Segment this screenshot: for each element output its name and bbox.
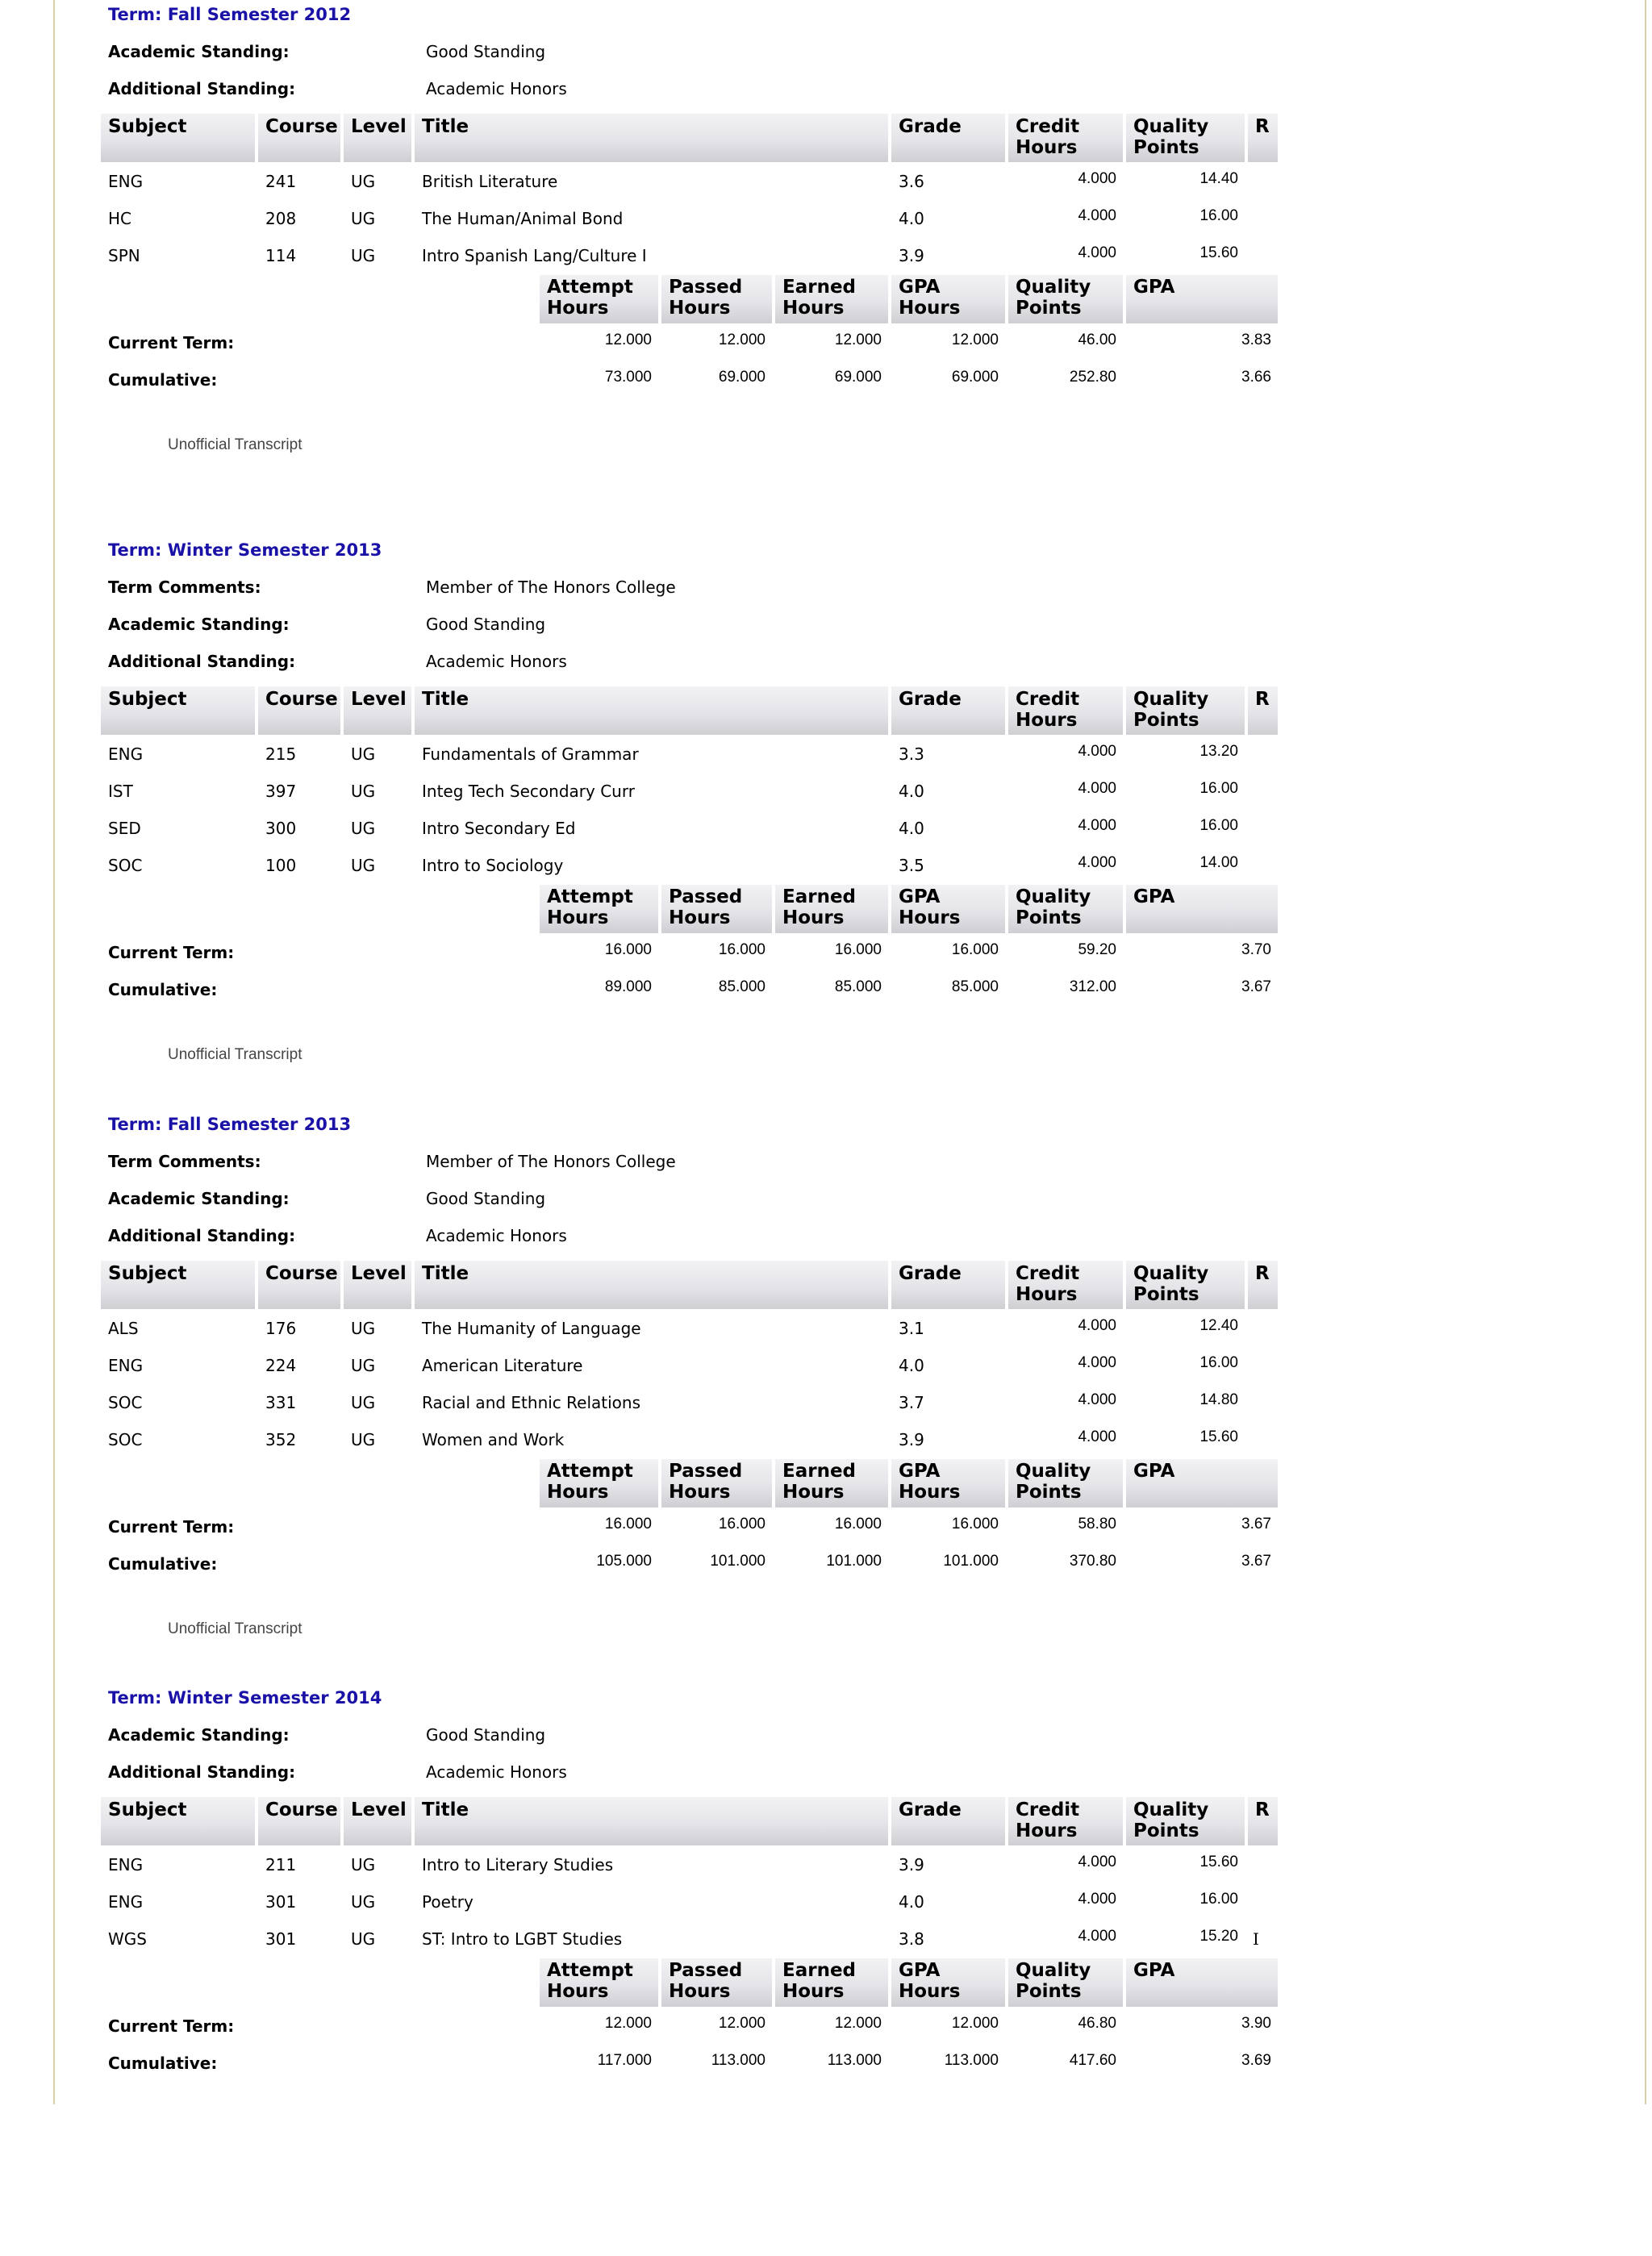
course-grade: 4.0	[899, 1356, 924, 1375]
cumulative-attempt-hours: 89.000	[604, 978, 652, 995]
course-level: UG	[351, 1855, 376, 1874]
course-number: 176	[265, 1319, 297, 1338]
term-comments-label: Term Comments:	[108, 1152, 261, 1171]
header-earned-hours: Earned Hours	[775, 1958, 888, 2007]
header-grade: Grade	[891, 114, 1005, 162]
header-level: Level	[344, 1261, 411, 1309]
header-subject: Subject	[101, 114, 255, 162]
course-number: 241	[265, 172, 297, 191]
course-quality-points: 15.20	[1199, 1928, 1238, 1945]
academic-standing-value: Good Standing	[426, 1189, 546, 1208]
course-title: Women and Work	[422, 1430, 565, 1449]
academic-standing-label: Academic Standing:	[108, 615, 290, 634]
cumulative-quality-points: 417.60	[1069, 2052, 1116, 2069]
course-grade: 4.0	[899, 819, 924, 838]
current-gpa-hours: 12.000	[951, 332, 999, 348]
course-number: 208	[265, 209, 297, 228]
cumulative-quality-points: 370.80	[1069, 1553, 1116, 1570]
header-gpa: GPA	[1126, 1459, 1278, 1507]
header-grade: Grade	[891, 686, 1005, 735]
course-quality-points: 14.00	[1199, 854, 1238, 871]
header-title: Title	[415, 686, 888, 735]
additional-standing-value: Academic Honors	[426, 652, 567, 671]
course-subject: SED	[108, 819, 141, 838]
course-subject: HC	[108, 209, 132, 228]
academic-standing-label: Academic Standing:	[108, 1189, 290, 1208]
course-quality-points: 14.80	[1199, 1391, 1238, 1408]
cumulative-passed-hours: 101.000	[710, 1553, 766, 1570]
header-attempt-hours: Attempt Hours	[540, 275, 658, 323]
header-quality-points: Quality Points	[1126, 1261, 1245, 1309]
page-border-left	[53, 0, 55, 2104]
unofficial-transcript-note: Unofficial Transcript	[168, 436, 302, 453]
course-level: UG	[351, 782, 376, 801]
course-quality-points: 14.40	[1199, 170, 1238, 187]
cumulative-attempt-hours: 105.000	[596, 1553, 652, 1570]
header-gpa: GPA	[1126, 275, 1278, 323]
course-grade: 3.3	[899, 744, 924, 764]
page-border-right	[1645, 0, 1646, 2104]
unofficial-transcript-note: Unofficial Transcript	[168, 1046, 302, 1063]
course-level: UG	[351, 1319, 376, 1338]
header-r: R	[1248, 1261, 1278, 1309]
course-number: 352	[265, 1430, 297, 1449]
header-attempt-hours: Attempt Hours	[540, 1958, 658, 2007]
course-grade: 3.5	[899, 856, 924, 875]
header-grade: Grade	[891, 1261, 1005, 1309]
course-subject: ENG	[108, 1892, 144, 1912]
header-subject: Subject	[101, 686, 255, 735]
course-grade: 3.6	[899, 172, 924, 191]
course-subject: ENG	[108, 1356, 144, 1375]
header-credit-hours: Credit Hours	[1008, 1261, 1123, 1309]
cumulative-quality-points: 252.80	[1069, 369, 1116, 386]
course-quality-points: 16.00	[1199, 207, 1238, 224]
course-number: 114	[265, 246, 297, 265]
header-total-quality-points: Quality Points	[1008, 275, 1123, 323]
cumulative-gpa: 3.67	[1241, 1553, 1271, 1570]
course-credit-hours: 4.000	[1078, 1854, 1116, 1870]
course-grade: 4.0	[899, 1892, 924, 1912]
current-term-label: Current Term:	[108, 943, 235, 962]
course-title: Intro to Sociology	[422, 856, 564, 875]
current-gpa-hours: 16.000	[951, 941, 999, 958]
cumulative-passed-hours: 69.000	[718, 369, 766, 386]
cumulative-label: Cumulative:	[108, 2054, 218, 2073]
header-title: Title	[415, 1797, 888, 1845]
course-title: Fundamentals of Grammar	[422, 744, 639, 764]
academic-standing-label: Academic Standing:	[108, 42, 290, 61]
course-credit-hours: 4.000	[1078, 170, 1116, 187]
course-grade: 3.9	[899, 1855, 924, 1874]
header-level: Level	[344, 1797, 411, 1845]
current-term-label: Current Term:	[108, 2016, 235, 2036]
cumulative-gpa-hours: 85.000	[951, 978, 999, 995]
course-credit-hours: 4.000	[1078, 817, 1116, 834]
header-quality-points: Quality Points	[1126, 114, 1245, 162]
course-title: The Human/Animal Bond	[422, 209, 624, 228]
header-passed-hours: Passed Hours	[661, 885, 772, 933]
course-level: UG	[351, 172, 376, 191]
header-quality-points: Quality Points	[1126, 1797, 1245, 1845]
cumulative-label: Cumulative:	[108, 1554, 218, 1574]
cumulative-gpa-hours: 101.000	[943, 1553, 999, 1570]
term-comments-label: Term Comments:	[108, 578, 261, 597]
header-gpa-hours: GPA Hours	[891, 885, 1005, 933]
course-title: British Literature	[422, 172, 558, 191]
course-quality-points: 16.00	[1199, 1891, 1238, 1908]
course-quality-points: 16.00	[1199, 780, 1238, 797]
course-credit-hours: 4.000	[1078, 743, 1116, 760]
term-comments-value: Member of The Honors College	[426, 1152, 676, 1171]
current-term-label: Current Term:	[108, 1517, 235, 1537]
term-section	[101, 1683, 1279, 2256]
course-title: American Literature	[422, 1356, 583, 1375]
additional-standing-value: Academic Honors	[426, 79, 567, 98]
header-level: Level	[344, 114, 411, 162]
course-grade: 3.8	[899, 1929, 924, 1949]
current-earned-hours: 12.000	[834, 2015, 882, 2032]
term-title: Term: Winter Semester 2014	[108, 1688, 382, 1708]
header-total-quality-points: Quality Points	[1008, 1459, 1123, 1507]
course-subject: WGS	[108, 1929, 147, 1949]
course-repeat-flag: I	[1253, 1929, 1259, 1949]
course-number: 301	[265, 1892, 297, 1912]
academic-standing-value: Good Standing	[426, 615, 546, 634]
current-gpa: 3.70	[1241, 941, 1271, 958]
additional-standing-label: Additional Standing:	[108, 1226, 296, 1245]
course-subject: ENG	[108, 744, 144, 764]
current-passed-hours: 12.000	[718, 332, 766, 348]
header-earned-hours: Earned Hours	[775, 275, 888, 323]
term-comments-value: Member of The Honors College	[426, 578, 676, 597]
course-grade: 3.9	[899, 1430, 924, 1449]
course-quality-points: 15.60	[1199, 1428, 1238, 1445]
current-passed-hours: 16.000	[718, 941, 766, 958]
course-grade: 3.7	[899, 1393, 924, 1412]
cumulative-passed-hours: 113.000	[711, 2052, 766, 2069]
current-attempt-hours: 12.000	[604, 332, 652, 348]
course-title: Integ Tech Secondary Curr	[422, 782, 635, 801]
header-r: R	[1248, 1797, 1278, 1845]
course-quality-points: 16.00	[1199, 1354, 1238, 1371]
cumulative-passed-hours: 85.000	[718, 978, 766, 995]
header-quality-points: Quality Points	[1126, 686, 1245, 735]
additional-standing-value: Academic Honors	[426, 1762, 567, 1782]
current-gpa-hours: 16.000	[951, 1516, 999, 1532]
course-number: 100	[265, 856, 297, 875]
current-quality-points: 46.00	[1078, 332, 1116, 348]
course-number: 300	[265, 819, 297, 838]
course-number: 397	[265, 782, 297, 801]
cumulative-quality-points: 312.00	[1069, 978, 1116, 995]
course-number: 224	[265, 1356, 297, 1375]
current-quality-points: 59.20	[1078, 941, 1116, 958]
course-level: UG	[351, 1430, 376, 1449]
current-quality-points: 46.80	[1078, 2015, 1116, 2032]
cumulative-earned-hours: 69.000	[834, 369, 882, 386]
header-earned-hours: Earned Hours	[775, 1459, 888, 1507]
header-title: Title	[415, 1261, 888, 1309]
header-r: R	[1248, 114, 1278, 162]
cumulative-gpa-hours: 69.000	[951, 369, 999, 386]
cumulative-gpa: 3.69	[1241, 2052, 1271, 2069]
course-level: UG	[351, 209, 376, 228]
course-quality-points: 13.20	[1199, 743, 1238, 760]
course-title: Intro Secondary Ed	[422, 819, 576, 838]
current-earned-hours: 16.000	[834, 1516, 882, 1532]
cumulative-label: Cumulative:	[108, 980, 218, 999]
course-grade: 4.0	[899, 782, 924, 801]
cumulative-gpa: 3.67	[1241, 978, 1271, 995]
course-credit-hours: 4.000	[1078, 1928, 1116, 1945]
header-attempt-hours: Attempt Hours	[540, 885, 658, 933]
course-credit-hours: 4.000	[1078, 854, 1116, 871]
course-title: Intro to Literary Studies	[422, 1855, 614, 1874]
course-subject: SOC	[108, 1430, 143, 1449]
term-title: Term: Fall Semester 2012	[108, 5, 352, 24]
additional-standing-label: Additional Standing:	[108, 652, 296, 671]
term-section	[101, 0, 1279, 573]
course-subject: ALS	[108, 1319, 139, 1338]
additional-standing-value: Academic Honors	[426, 1226, 567, 1245]
course-grade: 3.9	[899, 246, 924, 265]
course-credit-hours: 4.000	[1078, 1891, 1116, 1908]
course-subject: SOC	[108, 856, 143, 875]
header-gpa-hours: GPA Hours	[891, 1459, 1005, 1507]
current-quality-points: 58.80	[1078, 1516, 1116, 1532]
header-course: Course	[258, 1797, 340, 1845]
cumulative-gpa: 3.66	[1241, 369, 1271, 386]
current-earned-hours: 12.000	[834, 332, 882, 348]
header-title: Title	[415, 114, 888, 162]
header-subject: Subject	[101, 1261, 255, 1309]
current-passed-hours: 16.000	[718, 1516, 766, 1532]
current-attempt-hours: 16.000	[604, 1516, 652, 1532]
course-credit-hours: 4.000	[1078, 1428, 1116, 1445]
course-level: UG	[351, 1892, 376, 1912]
header-gpa: GPA	[1126, 885, 1278, 933]
cumulative-attempt-hours: 117.000	[597, 2052, 652, 2069]
header-credit-hours: Credit Hours	[1008, 1797, 1123, 1845]
cumulative-earned-hours: 85.000	[834, 978, 882, 995]
course-number: 215	[265, 744, 297, 764]
term-title: Term: Winter Semester 2013	[108, 540, 382, 560]
course-subject: IST	[108, 782, 133, 801]
course-subject: SOC	[108, 1393, 143, 1412]
current-gpa: 3.67	[1241, 1516, 1271, 1532]
course-level: UG	[351, 1929, 376, 1949]
course-quality-points: 12.40	[1199, 1317, 1238, 1334]
course-title: Racial and Ethnic Relations	[422, 1393, 641, 1412]
cumulative-gpa-hours: 113.000	[944, 2052, 999, 2069]
header-total-quality-points: Quality Points	[1008, 1958, 1123, 2007]
cumulative-attempt-hours: 73.000	[604, 369, 652, 386]
course-level: UG	[351, 1356, 376, 1375]
term-title: Term: Fall Semester 2013	[108, 1115, 352, 1134]
header-subject: Subject	[101, 1797, 255, 1845]
academic-standing-value: Good Standing	[426, 42, 546, 61]
course-quality-points: 15.60	[1199, 244, 1238, 261]
course-credit-hours: 4.000	[1078, 1354, 1116, 1371]
course-credit-hours: 4.000	[1078, 244, 1116, 261]
academic-standing-label: Academic Standing:	[108, 1725, 290, 1745]
course-number: 211	[265, 1855, 297, 1874]
term-section	[101, 536, 1279, 1108]
cumulative-label: Cumulative:	[108, 370, 218, 390]
current-gpa: 3.83	[1241, 332, 1271, 348]
header-gpa-hours: GPA Hours	[891, 275, 1005, 323]
header-attempt-hours: Attempt Hours	[540, 1459, 658, 1507]
header-gpa: GPA	[1126, 1958, 1278, 2007]
header-earned-hours: Earned Hours	[775, 885, 888, 933]
header-gpa-hours: GPA Hours	[891, 1958, 1005, 2007]
header-level: Level	[344, 686, 411, 735]
cumulative-earned-hours: 101.000	[826, 1553, 882, 1570]
current-gpa: 3.90	[1241, 2015, 1271, 2032]
header-course: Course	[258, 686, 340, 735]
course-credit-hours: 4.000	[1078, 207, 1116, 224]
course-subject: ENG	[108, 172, 144, 191]
course-level: UG	[351, 1393, 376, 1412]
course-quality-points: 15.60	[1199, 1854, 1238, 1870]
course-level: UG	[351, 819, 376, 838]
header-r: R	[1248, 686, 1278, 735]
header-credit-hours: Credit Hours	[1008, 114, 1123, 162]
term-section	[101, 1110, 1279, 1683]
course-level: UG	[351, 246, 376, 265]
current-earned-hours: 16.000	[834, 941, 882, 958]
header-passed-hours: Passed Hours	[661, 275, 772, 323]
course-subject: ENG	[108, 1855, 144, 1874]
additional-standing-label: Additional Standing:	[108, 1762, 296, 1782]
header-total-quality-points: Quality Points	[1008, 885, 1123, 933]
course-level: UG	[351, 856, 376, 875]
header-passed-hours: Passed Hours	[661, 1459, 772, 1507]
current-attempt-hours: 16.000	[604, 941, 652, 958]
course-title: ST: Intro to LGBT Studies	[422, 1929, 623, 1949]
course-subject: SPN	[108, 246, 140, 265]
course-level: UG	[351, 744, 376, 764]
additional-standing-label: Additional Standing:	[108, 79, 296, 98]
course-credit-hours: 4.000	[1078, 1317, 1116, 1334]
course-number: 301	[265, 1929, 297, 1949]
cumulative-earned-hours: 113.000	[827, 2052, 882, 2069]
unofficial-transcript-note: Unofficial Transcript	[168, 1620, 302, 1637]
header-credit-hours: Credit Hours	[1008, 686, 1123, 735]
course-credit-hours: 4.000	[1078, 1391, 1116, 1408]
course-grade: 3.1	[899, 1319, 924, 1338]
current-attempt-hours: 12.000	[604, 2015, 652, 2032]
course-title: The Humanity of Language	[422, 1319, 641, 1338]
course-grade: 4.0	[899, 209, 924, 228]
header-grade: Grade	[891, 1797, 1005, 1845]
course-credit-hours: 4.000	[1078, 780, 1116, 797]
header-course: Course	[258, 114, 340, 162]
current-gpa-hours: 12.000	[951, 2015, 999, 2032]
current-passed-hours: 12.000	[718, 2015, 766, 2032]
current-term-label: Current Term:	[108, 333, 235, 352]
course-title: Poetry	[422, 1892, 473, 1912]
course-number: 331	[265, 1393, 297, 1412]
academic-standing-value: Good Standing	[426, 1725, 546, 1745]
course-quality-points: 16.00	[1199, 817, 1238, 834]
header-passed-hours: Passed Hours	[661, 1958, 772, 2007]
course-title: Intro Spanish Lang/Culture I	[422, 246, 647, 265]
header-course: Course	[258, 1261, 340, 1309]
